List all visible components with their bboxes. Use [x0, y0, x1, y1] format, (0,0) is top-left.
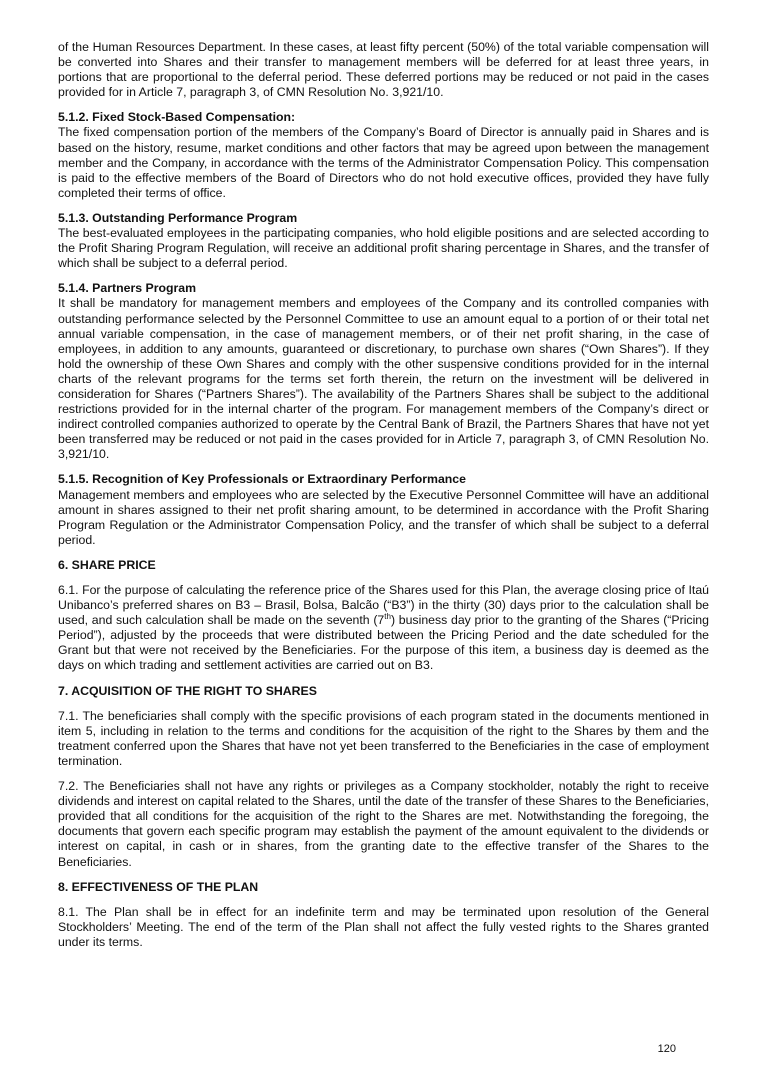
section-5-1-4: [58, 281, 709, 462]
section-body: The fixed compensation portion of the members of the Company’s Board of Director is annually paid in Shares and is based on the history, resume, market conditions and other factors that may be agreed upon between the management member and the Company, in accordance with the terms of the Administrator Compensation Policy. This compensation is paid to the effective members of the Board of Directors who do not hold executive offices, provided they have fully completed their terms of office.: [58, 125, 709, 200]
section-body: It shall be mandatory for management members and employees of the Company and its controlled companies with outstanding performance selected by the Personnel Committee to use an amount equal to a portion of or their total net annual variable compensation, in the case of management members, or of their net profit sharing, in the case of employees, in addition to any amounts, guaranteed or discretionary, to purchase own shares (“Own Shares”). If they hold the ownership of these Own Shares and comply with the other suspensive conditions provided for in the internal charts of the relevant programs for the terms set forth therein, the return on the investment will be delivered in consideration for Shares (“Partners Shares”). The availability of the Partners Shares shall be subject to the additional restrictions provided for in the internal charter of the program. For management members of the Company’s direct or indirect controlled companies authorized to operate by the Central Bank of Brazil, the Partners Shares that have not yet been transferred may be reduced or not paid in the cases provided for in Article 7, paragraph 3, of CMN Resolution No. 3,921/10.: [58, 296, 709, 462]
section-heading: 5.1.4. Partners Program: [58, 281, 197, 296]
intro-paragraph: of the Human Resources Department. In these cases, at least fifty percent (50%) of the total variable compensation will be converted into Shares and their transfer to management members will be deferred for at least three years, in portions that are proportional to the deferral period. These deferred portions may be reduced or not paid in the cases provided for in Article 7, paragraph 3, of CMN Resolution No. 3,921/10.: [58, 40, 709, 100]
section-body: The best-evaluated employees in the participating companies, who hold eligible positions and are selected according to the Profit Sharing Program Regulation, will receive an additional profit sharing percentage in Shares, and the transfer of which shall be subject to a deferral period.: [58, 226, 709, 271]
section-7-heading: 7. ACQUISITION OF THE RIGHT TO SHARES: [58, 683, 317, 698]
paragraph-6-1: [58, 583, 709, 674]
paragraph-8-1: 8.1. The Plan shall be in effect for an indefinite term and may be terminated upon resolution of the General Stockholders’ Meeting. The end of the term of the Plan shall not affect the fully vested rights to the Shares granted under its terms.: [58, 904, 709, 949]
section-body: Management members and employees who are selected by the Executive Personnel Committee will have an additional amount in shares assigned to their net profit sharing amount, to be determined in accordance with the Profit Sharing Program Regulation or the Administrator Compensation Policy, and the transfer of which shall be subject to a deferral period.: [58, 487, 709, 547]
page-number: 120: [657, 1043, 676, 1055]
section-heading: 5.1.3. Outstanding Performance Program: [58, 210, 298, 225]
paragraph-6-1-part-a: 6.1. For the purpose of calculating the reference price of the Shares used for this Plan, the average closing price of Itaú Unibanco’s preferred shares on B3 – Brasil, Bolsa, Balcão (“B3”) in the thirty (30) days prior to the calculation shall be used, and such calculation shall be made on the seventh (7: [58, 583, 709, 628]
section-5-1-3: [58, 211, 709, 271]
section-heading: 5.1.2. Fixed Stock-Based Compensation:: [58, 110, 296, 125]
section-5-1-5: [58, 472, 709, 547]
section-8-heading: 8. EFFECTIVENESS OF THE PLAN: [58, 879, 259, 894]
ordinal-suffix: th: [384, 612, 391, 622]
paragraph-6-1-part-b: ) business day prior to the granting of the Shares (“Pricing Period”), adjusted by the proceeds that were distributed between the Pricing Period and the date scheduled for the Grant but that were not received by the Beneficiaries. For the purpose of this item, a business day is deemed as the days on which trading and settlement activities are carried out on B3.: [58, 613, 709, 673]
section-6-heading: 6. SHARE PRICE: [58, 557, 156, 572]
document-page: [58, 40, 709, 960]
paragraph-7-1: 7.1. The beneficiaries shall comply with the specific provisions of each program stated in the documents mentioned in item 5, including in relation to the terms and conditions for the acquisition of the right to the Shares by them and the treatment conferred upon the Shares that have not yet been transferred to the Beneficiaries in the case of employment termination.: [58, 708, 709, 768]
section-heading: 5.1.5. Recognition of Key Professionals or Extraordinary Performance: [58, 472, 466, 487]
paragraph-7-2: 7.2. The Beneficiaries shall not have any rights or privileges as a Company stockholder, notably the right to receive dividends and interest on capital related to the Shares, until the date of the transfer of these Shares to the Beneficiaries, provided that all conditions for the acquisition of the right to the Shares are met. Notwithstanding the foregoing, the documents that govern each specific program may establish the payment of the amount equivalent to the dividends or interest on capital, in cash or in shares, from the granting date to the effective transfer of the Shares to the Beneficiaries.: [58, 779, 709, 869]
section-5-1-2: [58, 110, 709, 201]
